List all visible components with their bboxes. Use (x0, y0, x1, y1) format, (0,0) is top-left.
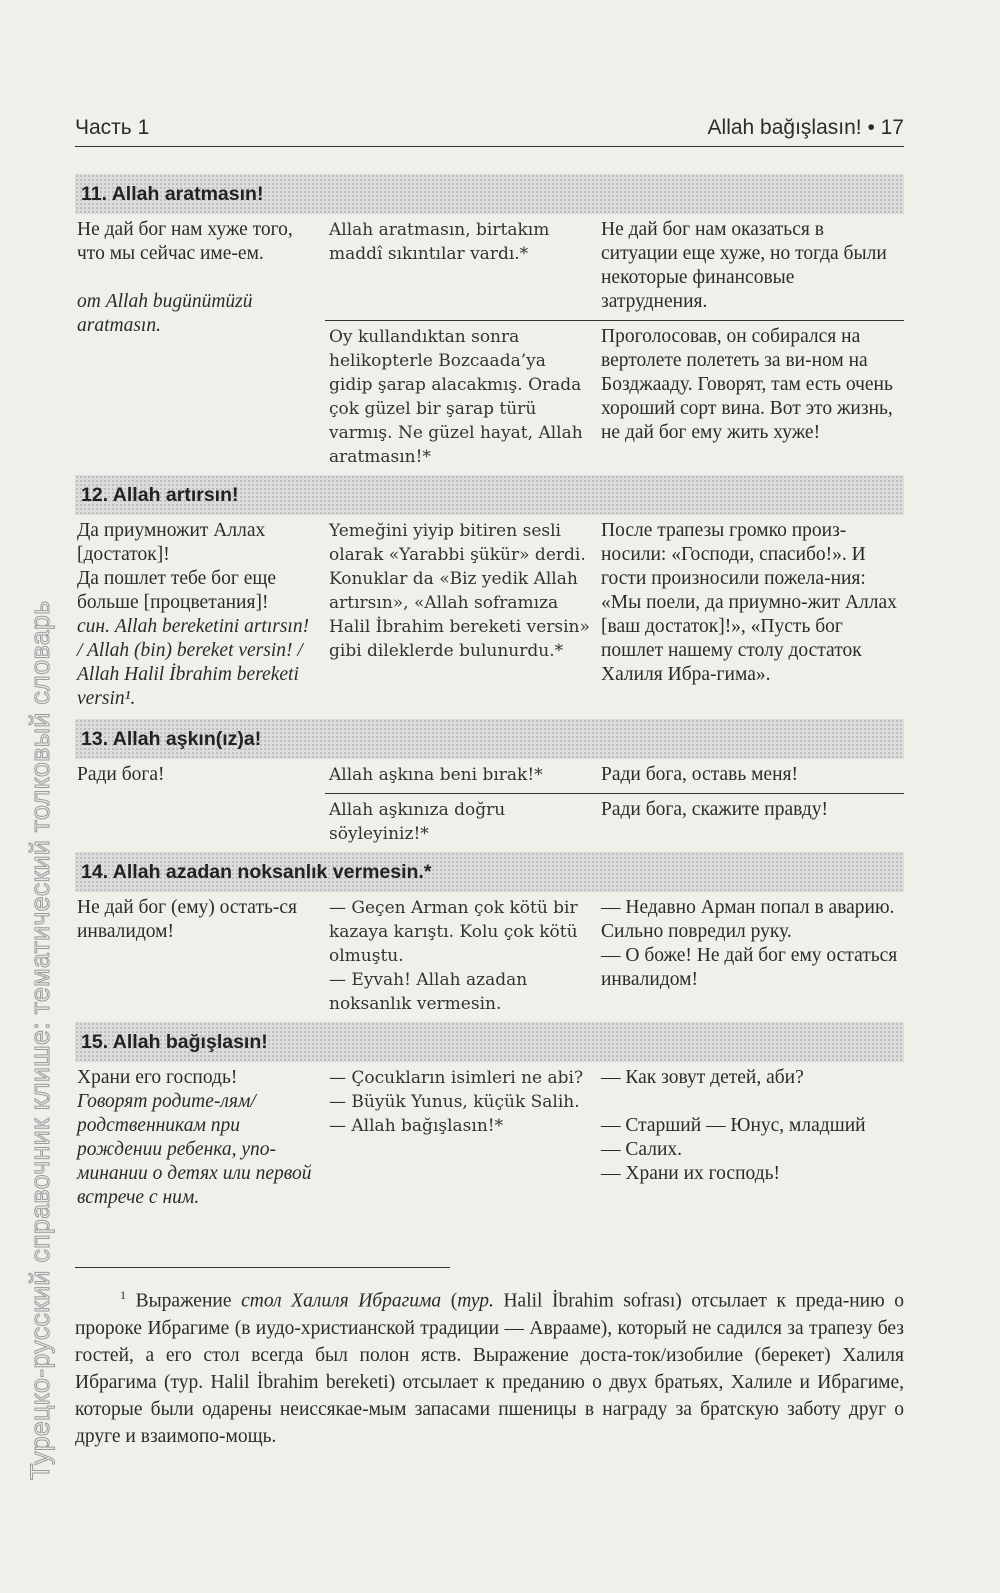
entry-note: от Allah bugünümüzü aratmasın. (77, 291, 253, 336)
example-russian: Проголосовав, он собирался на вертолете полететь за ви-ном на Бозджааду. Говорят, там есть очень хороший сорт вина. Вот это жизнь, не дай бог ему жить хуже! (601, 326, 893, 443)
entry-examples (325, 214, 904, 475)
entry-heading: 14. Allah azadan noksanlık vermesin.* (75, 852, 904, 892)
entry-meaning-column (75, 759, 325, 852)
entry-body (75, 515, 904, 719)
dictionary-entries (75, 174, 904, 1218)
entry-meaning-column (75, 214, 325, 475)
entry-examples (325, 892, 904, 1022)
example-row (325, 793, 904, 852)
entry-meaning: Храни его господь! (77, 1067, 238, 1088)
entry-heading: 13. Allah aşkın(ız)a! (75, 719, 904, 759)
example-turkish: Oy kullandıktan sonra helikopterle Bozcaada’ya gidip şarap alacakmış. Orada çok güzel bir şarap türü varmış. Ne güzel hayat, Allah aratmasın!* (329, 327, 583, 467)
example-row (325, 1062, 904, 1192)
entry-meaning-column (75, 515, 325, 719)
example-russian: Ради бога, скажите правду! (601, 799, 828, 820)
example-russian: Ради бога, оставь меня! (601, 764, 798, 785)
entry-heading: 12. Allah artırsın! (75, 475, 904, 515)
example-turkish: — Çocukların isimleri ne abi? — Büyük Yunus, küçük Salih. — Allah bağışlasın!* (329, 1068, 584, 1136)
example-row (325, 320, 904, 475)
footnote-divider (75, 1267, 450, 1268)
footnote-italic-abbrev: тур. (457, 1290, 494, 1312)
entry-examples (325, 1062, 904, 1218)
entry-meaning: Ради бога! (77, 764, 165, 785)
entry-examples (325, 759, 904, 852)
entry-body (75, 892, 904, 1022)
example-russian: Не дай бог нам оказаться в ситуации еще хуже, но тогда были некоторые финансовые затруднения. (601, 219, 887, 312)
entry-examples (325, 515, 904, 719)
entry-meaning-column (75, 892, 325, 1022)
example-row (325, 892, 904, 1022)
entry-heading: 11. Allah aratmasın! (75, 174, 904, 214)
spine-title: Турецко-русский справочник клише: тематический толковый словарь (25, 600, 55, 1480)
entry-meaning: Не дай бог нам хуже того, что мы сейчас име-ем. (77, 219, 293, 264)
entry-note: Говорят родите-лям/родственникам при рождении ребенка, упо-минании о детях или первой встрече с ним. (77, 1091, 312, 1208)
example-turkish: — Geçen Arman çok kötü bir kazaya karıştı. Kolu çok kötü olmuştu. — Eyvah! Allah azadan noksanlık vermesin. (329, 898, 578, 1014)
example-turkish: Yemeğini yiyip bitiren sesli olarak «Yarabbi şükür» derdi. Konuklar da «Biz yedik Allah artırsın», «Allah soframıza Halil İbrahim bereketi versin» gibi dileklerde bulunurdu.* (329, 521, 590, 661)
entry-meaning: Да приумножит Аллах [достаток]! Да пошлет тебе бог еще больше [процветания]! (77, 520, 277, 613)
footnote-paren: ( (441, 1290, 458, 1312)
entry-body (75, 1062, 904, 1218)
entry-note: син. Allah bereketini artırsın! / Allah (bin) bereket versin! / Allah Halil İbrahim bereketi versin¹. (77, 616, 310, 709)
footnote-lead: Выражение (135, 1290, 242, 1312)
entry-meaning: Не дай бог (ему) остать-ся инвалидом! (77, 897, 297, 942)
running-head (75, 116, 904, 147)
example-turkish: Allah aşkına beni bırak!* (329, 765, 543, 785)
example-turkish: Allah aşkınıza doğru söyleyiniz!* (329, 800, 506, 844)
entry-body (75, 214, 904, 475)
entry-heading: 15. Allah bağışlasın! (75, 1022, 904, 1062)
footnote-marker: 1 (120, 1288, 126, 1302)
footnote-italic-term: стол Халиля Ибрагима (241, 1290, 442, 1312)
example-russian: — Недавно Арман попал в аварию. Сильно повредил руку. — О боже! Не дай бог ему остаться инвалидом! (601, 897, 898, 990)
example-row (325, 214, 904, 320)
footnote-body: Halil İbrahim sofrası) отсылает к преда-нию о пророке Ибрагиме (в иудо-христианской традиции — Аврааме), который не садился за трапезу без гостей, а его стол всегда был полон яств. Выражение доста-ток/изобилие (берекет) Халиля Ибрагима (тур. Halil İbrahim bereketi) отсылает к преданию о двух братьях, Халиле и Ибрагиме, которые были одарены неиссякае-мым запасами пшеницы в награду за братскую заботу друг о друге и взаимопо-мощь. (75, 1290, 905, 1447)
example-russian: — Как зовут детей, аби? — Старший — Юнус, младший — Салих. — Храни их господь! (601, 1067, 866, 1184)
footnote (75, 1282, 904, 1450)
entry-body (75, 759, 904, 852)
example-russian: После трапезы громко произ-носили: «Господи, спасибо!». И гости произносили пожела-ния: «Мы поели, да приумно-жит Аллах [ваш достаток]!», «Пусть бог пошлет нашему столу достаток Халиля Ибра-гима». (601, 520, 897, 685)
example-turkish: Allah aratmasın, birtakım maddî sıkıntılar vardı.* (329, 220, 550, 264)
entry-meaning-column (75, 1062, 325, 1218)
chapter-label: Часть 1 (75, 116, 150, 139)
example-row (325, 759, 904, 793)
page-title-and-number: Allah bağışlasın! • 17 (707, 116, 904, 139)
example-row (325, 515, 904, 693)
